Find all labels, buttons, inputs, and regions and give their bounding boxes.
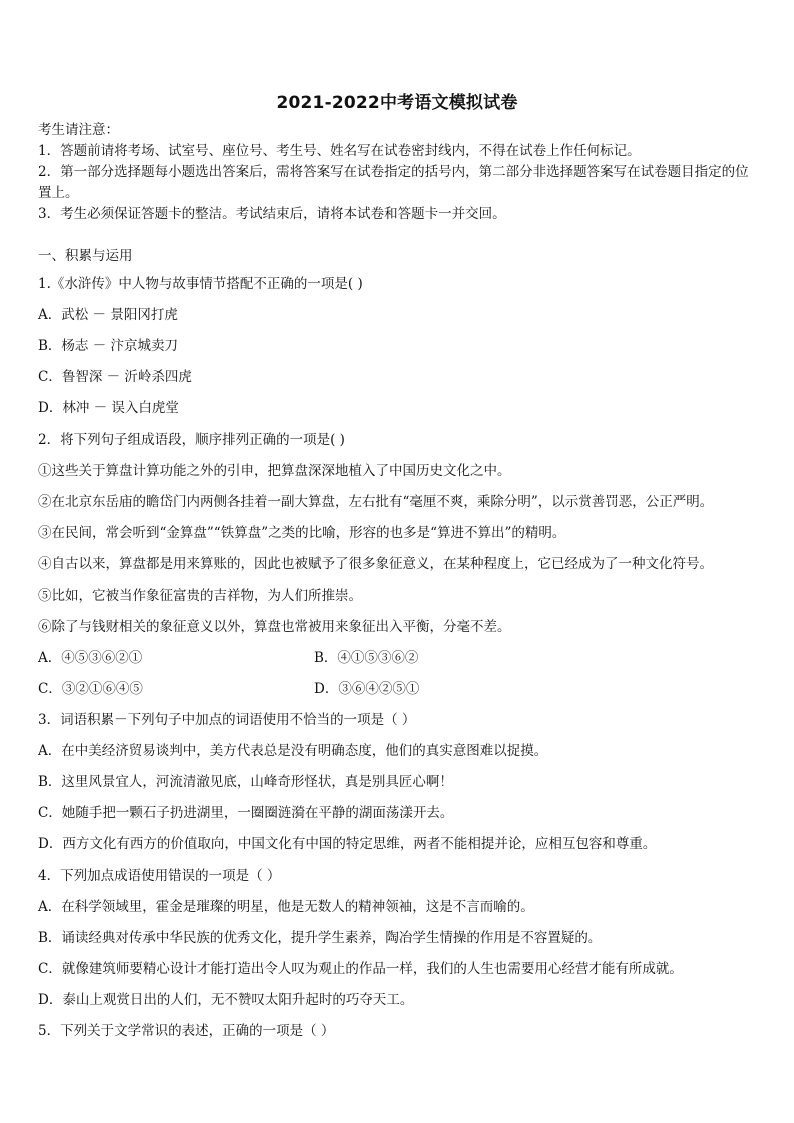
- option-d: D．③⑥④②⑤①: [314, 681, 420, 697]
- page-title: 2021-2022中考语文模拟试卷: [276, 93, 518, 113]
- option-b: B．④①⑤③⑥②: [314, 650, 419, 666]
- notice-heading: 考生请注意：: [38, 122, 119, 138]
- option-a: A．在科学领域里，霍金是璀璨的明星，他是无数人的精神领袖，这是不言而喻的。: [38, 899, 534, 915]
- option-b: B．杨志 － 汴京城卖刀: [38, 338, 179, 354]
- sentence: ⑥除了与钱财相关的象征意义以外，算盘也常被用来象征出入平衡，分毫不差。: [38, 619, 511, 635]
- question-stem: 5．下列关于文学常识的表述，正确的一项是（ ）: [38, 1023, 335, 1039]
- option-a: A．武松 － 景阳冈打虎: [38, 307, 178, 323]
- sentence: ⑤比如，它被当作象征富贵的吉祥物，为人们所推崇。: [38, 588, 362, 604]
- sentence: ①这些关于算盘计算功能之外的引申，把算盘深深地植入了中国历史文化之中。: [38, 463, 511, 479]
- question-stem: 4．下列加点成语使用错误的一项是（ ）: [38, 868, 281, 884]
- section-heading: 一、积累与运用: [38, 248, 133, 264]
- question-stem: 2．将下列句子组成语段，顺序排列正确的一项是( ): [38, 432, 345, 448]
- notice-item: 1．答题前请将考场、试室号、座位号、考生号、姓名写在试卷密封线内，不得在试卷上作任何标记。: [38, 143, 641, 159]
- option-c: C．就像建筑师要精心设计才能打造出令人叹为观止的作品一样，我们的人生也需要用心经营才能有所成就。: [38, 961, 683, 977]
- sentence: ②在北京东岳庙的瞻岱门内两侧各挂着一副大算盘，左右批有“毫厘不爽，乘除分明”，以示赏善罚恶，公正严明。: [38, 494, 714, 510]
- notice-item: 3．考生必须保证答题卡的整洁。考试结束后，请将本试卷和答题卡一并交回。: [38, 206, 506, 222]
- option-b: B．诵读经典对传承中华民族的优秀文化，提升学生素养，陶冶学生情操的作用是不容置疑的。: [38, 930, 602, 946]
- option-d: D．泰山上观赏日出的人们，无不赞叹太阳升起时的巧夺天工。: [38, 992, 414, 1008]
- option-b: B．这里风景宜人，河流清澈见底，山峰奇形怪状，真是别具匠心啊！: [38, 774, 453, 790]
- option-a: A．在中美经济贸易谈判中，美方代表总是没有明确态度，他们的真实意图难以捉摸。: [38, 743, 548, 759]
- option-d: D．林冲 － 误入白虎堂: [38, 400, 179, 416]
- option-d: D．西方文化有西方的价值取向，中国文化有中国的特定思维，两者不能相提并论，应相互包容和尊重。: [38, 836, 657, 852]
- notice-item: 2．第一部分选择题每小题选出答案后，需将答案写在试卷指定的括号内，第二部分非选择题答案写在试卷题目指定的位置上。: [38, 164, 749, 201]
- notice-block: [38, 120, 760, 225]
- sentence: ④自古以来，算盘都是用来算账的，因此也被赋予了很多象征意义，在某种程度上，它已经成为了一种文化符号。: [38, 556, 713, 572]
- option-a: A．④⑤③⑥②①: [38, 650, 143, 666]
- option-c: C．③②①⑥④⑤: [38, 681, 143, 697]
- option-c: C．她随手把一颗石子扔进湖里，一圈圈涟漪在平静的湖面荡漾开去。: [38, 805, 454, 821]
- question-stem: 1.《水浒传》中人物与故事情节搭配不正确的一项是( ): [38, 276, 363, 292]
- sentence: ③在民间，常会听到“金算盘”“铁算盘”之类的比喻，形容的也多是“算进不算出”的精明。: [38, 525, 566, 541]
- question-stem: 3．词语积累－下列句子中加点的词语使用不恰当的一项是（ ）: [38, 712, 416, 728]
- option-c: C．鲁智深 － 沂岭杀四虎: [38, 369, 192, 385]
